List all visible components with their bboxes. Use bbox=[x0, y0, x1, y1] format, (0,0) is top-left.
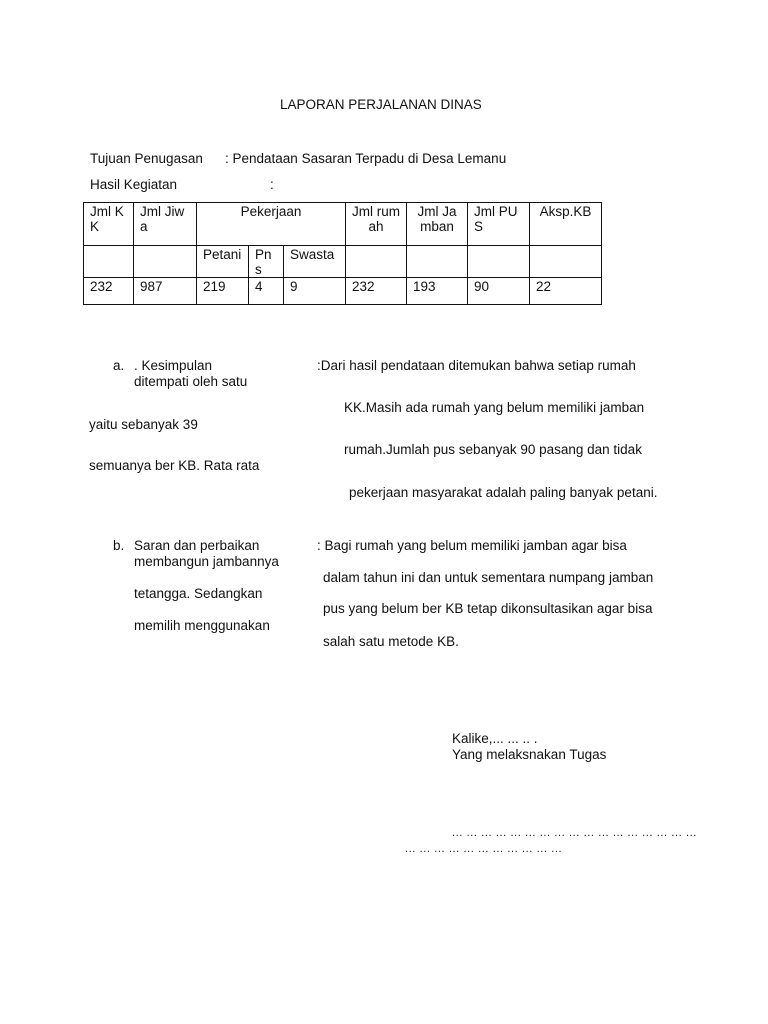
saran-line-4: pus yang belum ber KB tetap dikonsultasikan agar bisa bbox=[323, 601, 653, 616]
header-jml-pus: Jml PUS bbox=[468, 203, 530, 246]
hasil-kegiatan-table bbox=[83, 202, 602, 305]
value-jml-rumah: 232 bbox=[346, 278, 407, 305]
value-aksp-kb: 22 bbox=[530, 278, 602, 305]
table-cell bbox=[468, 246, 530, 278]
table-cell bbox=[407, 246, 468, 278]
value-jml-kk: 232 bbox=[84, 278, 134, 305]
kesimpulan-line-4: rumah.Jumlah pus sebanyak 90 pasang dan tidak bbox=[344, 442, 642, 457]
table-cell bbox=[134, 246, 197, 278]
document-title: LAPORAN PERJALANAN DINAS bbox=[280, 97, 482, 112]
value-swasta: 9 bbox=[284, 278, 346, 305]
signature-role: Yang melaksnakan Tugas bbox=[452, 747, 607, 762]
value-pns: 4 bbox=[249, 278, 284, 305]
table-cell bbox=[346, 246, 407, 278]
value-jml-jamban: 193 bbox=[407, 278, 468, 305]
saran-label: Saran dan perbaikan bbox=[134, 538, 260, 553]
table-row bbox=[84, 278, 602, 305]
subheader-swasta: Swasta bbox=[284, 246, 346, 278]
saran-line-1: : Bagi rumah yang belum memiliki jamban agar bisa bbox=[317, 538, 627, 553]
table-cell bbox=[530, 246, 602, 278]
tujuan-value: : Pendataan Sasaran Terpadu di Desa Lemanu bbox=[225, 151, 507, 166]
table-subheader-row bbox=[84, 246, 602, 278]
subheader-pns: Pns bbox=[249, 246, 284, 278]
value-jml-jiwa: 987 bbox=[134, 278, 197, 305]
header-jml-jamban: Jml Jamban bbox=[407, 203, 468, 246]
signature-dots-line-2: ... ... ... ... ... ... ... ... ... ... ... bbox=[405, 843, 563, 855]
saran-line-5: memilih menggunakan bbox=[134, 618, 270, 633]
header-aksp-kb: Aksp.KB bbox=[530, 203, 602, 246]
signature-place-date: Kalike,... ... .. . bbox=[452, 731, 538, 746]
header-jml-kk: Jml KK bbox=[84, 203, 134, 246]
header-jml-jiwa: Jml Jiwa bbox=[134, 203, 197, 246]
kesimpulan-line-3: yaitu sebanyak 39 bbox=[89, 417, 198, 432]
kesimpulan-label-cont: ditempati oleh satu bbox=[134, 374, 248, 389]
hasil-colon: : bbox=[270, 177, 274, 192]
value-petani: 219 bbox=[197, 278, 249, 305]
kesimpulan-marker: a. bbox=[113, 358, 125, 373]
kesimpulan-line-1: :Dari hasil pendataan ditemukan bahwa setiap rumah bbox=[317, 358, 636, 373]
kesimpulan-line-5: semuanya ber KB. Rata rata bbox=[89, 458, 260, 473]
subheader-petani: Petani bbox=[197, 246, 249, 278]
table-cell bbox=[84, 246, 134, 278]
saran-line-6: salah satu metode KB. bbox=[323, 634, 459, 649]
header-jml-rumah: Jml rumah bbox=[346, 203, 407, 246]
kesimpulan-line-6: pekerjaan masyarakat adalah paling banyak petani. bbox=[349, 485, 658, 500]
tujuan-label: Tujuan Penugasan bbox=[90, 151, 203, 166]
kesimpulan-label: . Kesimpulan bbox=[134, 358, 213, 373]
saran-line-3: tetangga. Sedangkan bbox=[134, 586, 263, 601]
signature-dots-line-1: ... ... ... ... ... ... ... ... ... ... ... ... ... ... ... ... ... bbox=[452, 827, 697, 839]
saran-label-cont: membangun jambannya bbox=[134, 554, 279, 569]
hasil-label: Hasil Kegiatan bbox=[90, 177, 178, 192]
header-pekerjaan: Pekerjaan bbox=[197, 203, 346, 246]
saran-marker: b. bbox=[113, 538, 125, 553]
table-header-row bbox=[84, 203, 602, 246]
kesimpulan-line-2: KK.Masih ada rumah yang belum memiliki jamban bbox=[344, 400, 645, 415]
saran-line-2: dalam tahun ini dan untuk sementara numpang jamban bbox=[323, 570, 654, 585]
value-jml-pus: 90 bbox=[468, 278, 530, 305]
